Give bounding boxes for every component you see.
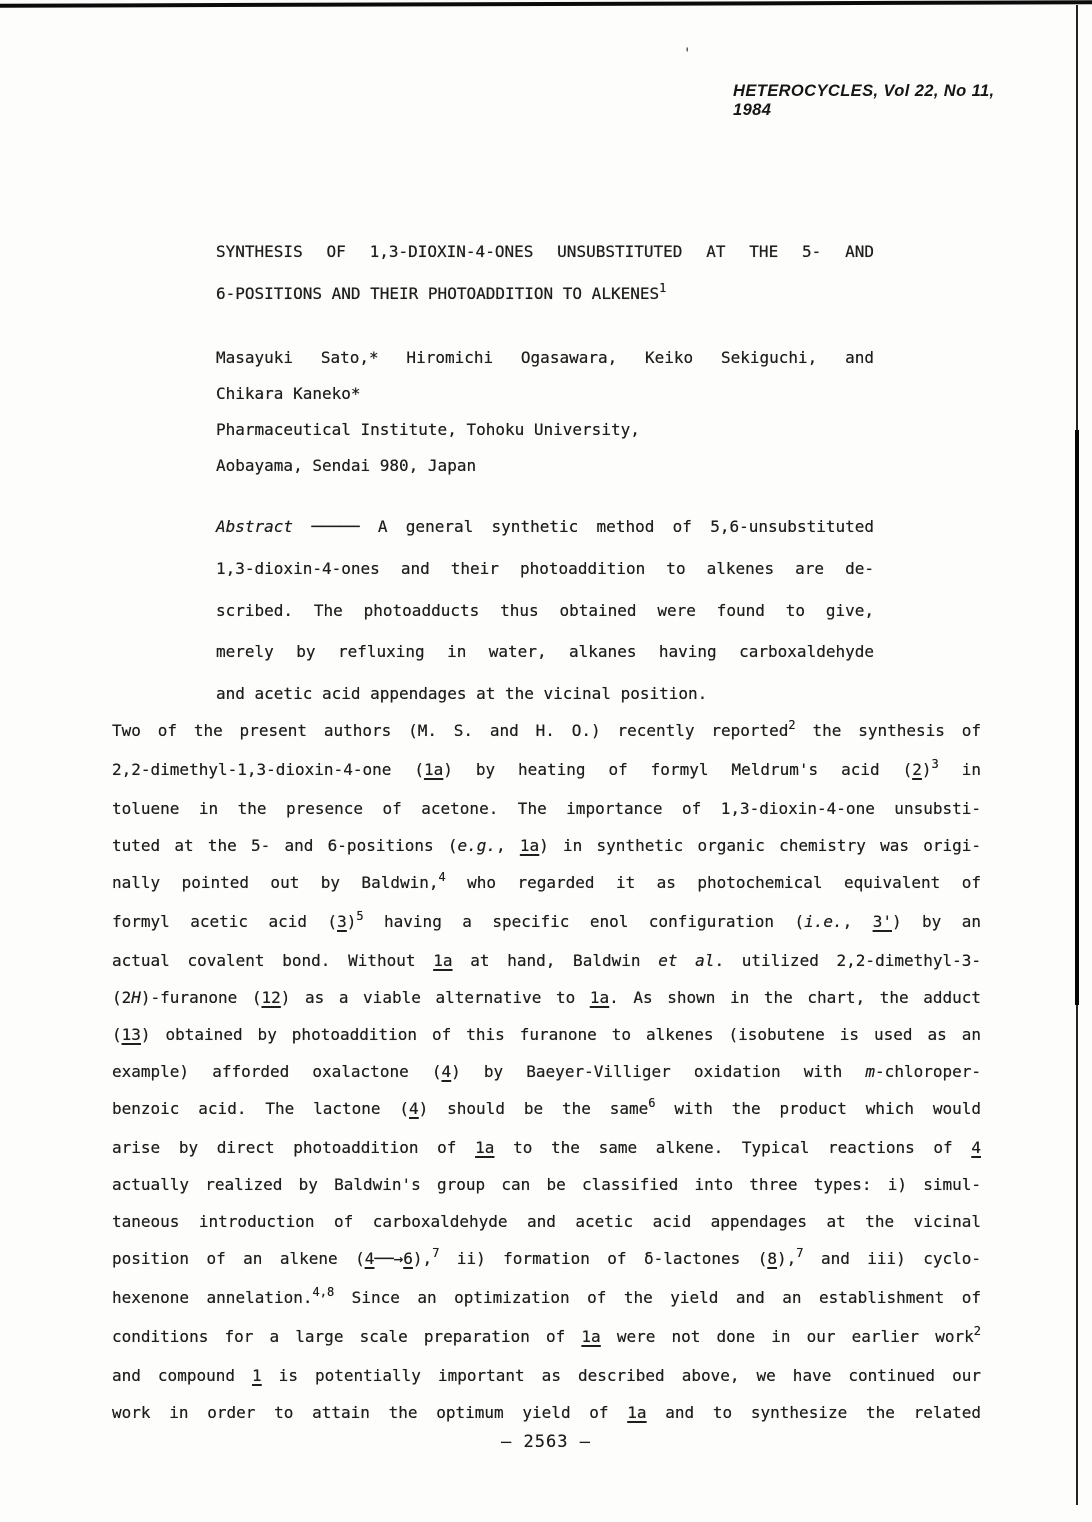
text-line: Chikara Kaneko* bbox=[216, 384, 361, 403]
text-line: Aobayama, Sendai 980, Japan bbox=[216, 456, 477, 475]
text-line: and compound 1 is potentially important as described above, we have continued our bbox=[112, 1366, 981, 1385]
text-line: taneous introduction of carboxaldehyde and acetic acid appendages at the vicinal bbox=[112, 1212, 981, 1231]
scan-right-edge-line-thick bbox=[1075, 430, 1079, 1005]
text-line: example) afforded oxalactone (4) by Baeyer-Villiger oxidation with m-chloroper- bbox=[112, 1062, 982, 1081]
text-line: conditions for a large scale preparation of 1a were not done in our earlier work$^2$ bbox=[112, 1324, 982, 1346]
text-line: Pharmaceutical Institute, Tohoku University, bbox=[216, 420, 640, 439]
page-number: — 2563 — bbox=[501, 1432, 591, 1452]
text-line: work in order to attain the optimum yield of 1a and to synthesize the related bbox=[112, 1403, 981, 1422]
text-line: merely by refluxing in water, alkanes having carboxaldehyde bbox=[216, 642, 874, 662]
body-paragraph bbox=[112, 712, 981, 1431]
text-line: SYNTHESIS OF 1,3-DIOXIN-4-ONES UNSUBSTITUTED AT THE 5- AND bbox=[216, 242, 874, 261]
text-line: and acetic acid appendages at the vicinal position. bbox=[216, 684, 708, 704]
text-line: position of an alkene (4──→6),$^7$ ii) formation of δ-lactones (8),$^7$ and iii) cyclo- bbox=[112, 1246, 982, 1268]
scan-artifact-mark: ' bbox=[683, 46, 692, 62]
text-line: tuted at the 5- and 6-positions (e.g., 1a) in synthetic organic chemistry was origi- bbox=[112, 836, 981, 855]
text-line: formyl acetic acid $(3)^5$ having a specific enol configuration (i.e., 3') by an bbox=[112, 909, 982, 931]
text-line: hexenone annelation.$^{4,8}$ Since an optimization of the yield and an establishment of bbox=[112, 1285, 982, 1307]
text-line: Abstract ───── A general synthetic method of 5,6-unsubstituted bbox=[216, 517, 874, 536]
text-line: 6-POSITIONS AND THEIR PHOTOADDITION TO ALKENES$^1$ bbox=[216, 281, 667, 303]
scan-top-edge-line bbox=[0, 0, 1092, 7]
text-line: nally pointed out by Baldwin,$^4$ who regarded it as photochemical equivalent of bbox=[112, 870, 981, 892]
text-line: (13) obtained by photoaddition of this furanone to alkenes (isobutene is used as an bbox=[112, 1025, 981, 1044]
text-line: toluene in the presence of acetone. The importance of 1,3-dioxin-4-one unsubsti- bbox=[112, 799, 981, 818]
text-line: actually realized by Baldwin's group can be classified into three types: i) simul- bbox=[112, 1175, 981, 1194]
text-line: Masayuki Sato,* Hiromichi Ogasawara, Keiko Sekiguchi, and bbox=[216, 348, 874, 367]
text-line: 2,2-dimethyl-1,3-dioxin-4-one (1a) by heating of formyl Meldrum's acid $(2)^3$ in bbox=[112, 757, 981, 779]
text-line: actual covalent bond. Without 1a at hand, Baldwin et al. utilized 2,2-dimethyl-3- bbox=[112, 951, 982, 970]
authors-affiliation-block bbox=[216, 340, 874, 484]
text-line: 1,3-dioxin-4-ones and their photoaddition to alkenes are de- bbox=[216, 558, 874, 578]
journal-header: HETEROCYCLES, Vol 22, No 11, 1984 bbox=[733, 82, 995, 119]
text-line: arise by direct photoaddition of 1a to the same alkene. Typical reactions of 4 bbox=[112, 1138, 981, 1157]
text-line: Two of the present authors (M. S. and H. O.) recently reported$^2$ the synthesis of bbox=[112, 718, 982, 740]
text-line: scribed. The photoadducts thus obtained were found to give, bbox=[216, 600, 874, 620]
paper-title bbox=[216, 231, 874, 316]
text-line: (2H)-furanone (12) as a viable alternative to 1a. As shown in the chart, the adduct bbox=[112, 988, 981, 1007]
text-line: benzoic acid. The lactone (4) should be the same$^6$ with the product which would bbox=[112, 1096, 981, 1118]
abstract-block bbox=[216, 506, 874, 715]
